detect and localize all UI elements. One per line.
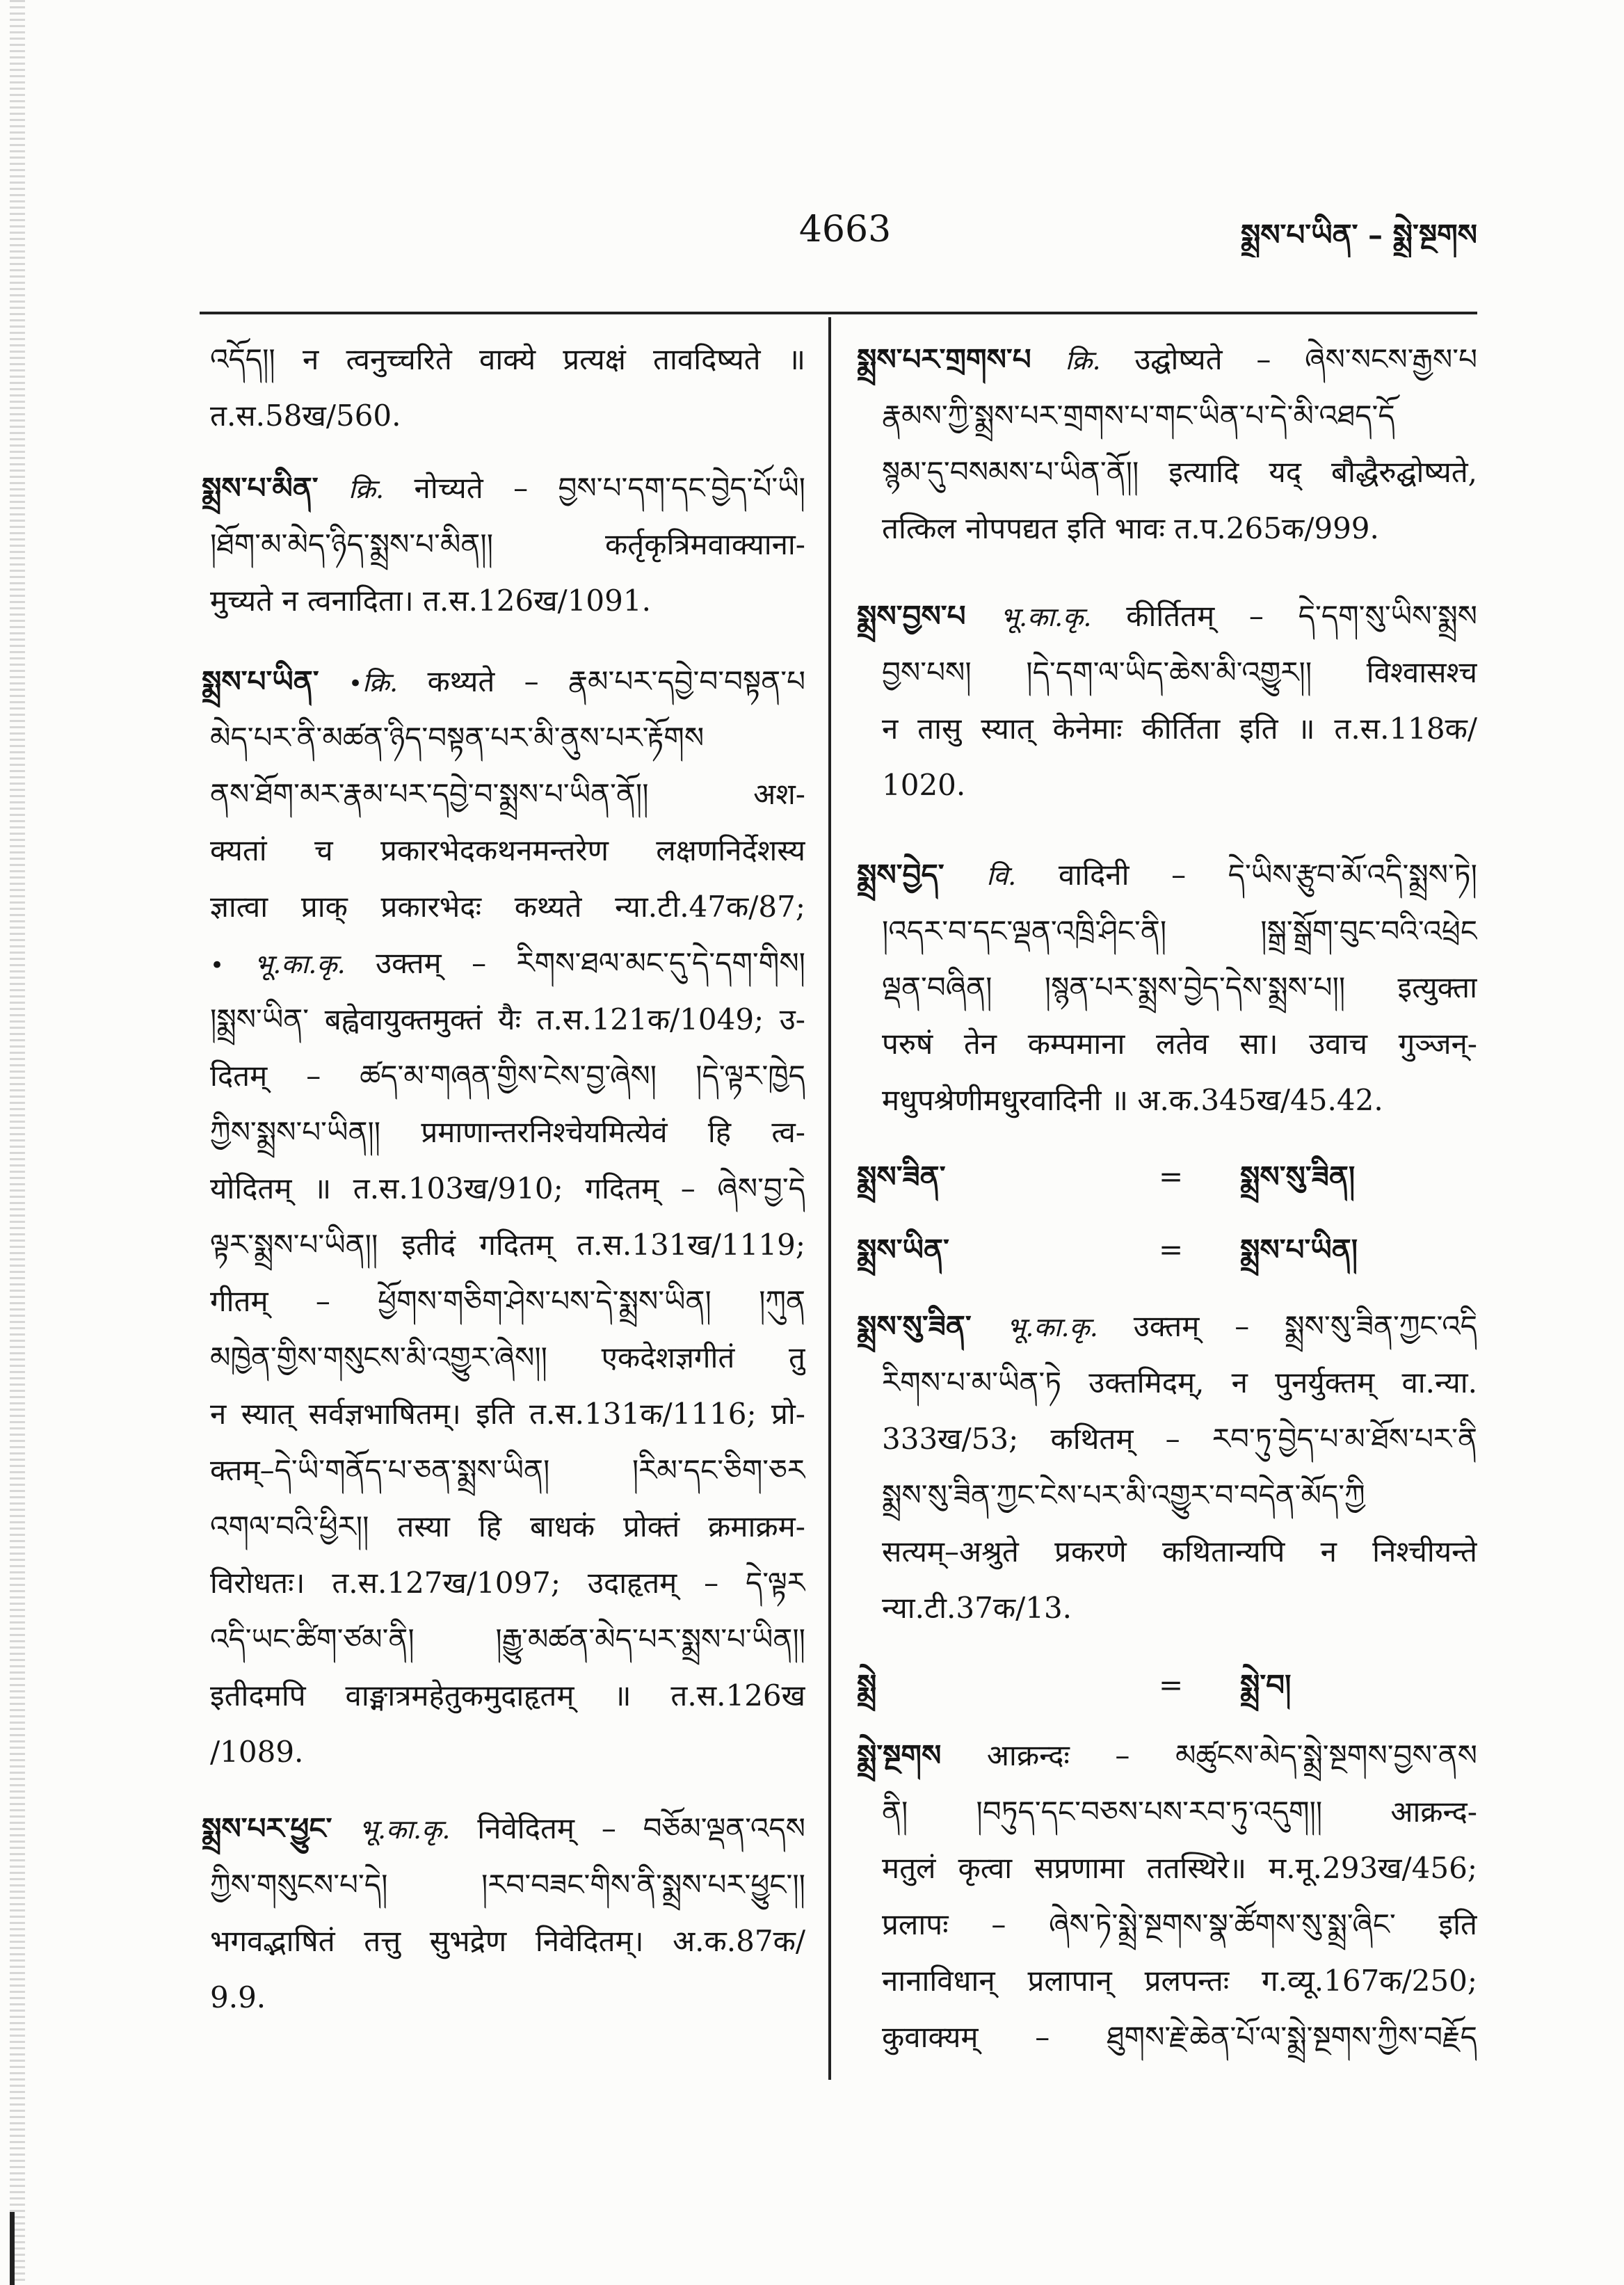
right-column <box>857 331 1477 2065</box>
cross-reference-target: སྨྲས་པ་ཡིན། <box>1240 1233 1358 1267</box>
entry-line: मतुलं कृत्वा सप्रणामा ततस्थिरे॥ म.मू.293ख/456; <box>882 1851 1477 1885</box>
entry-line: गीतम् – ཕྱོགས་གཅིག་ཤེས་པས་དེ་སྨྲས་ཡིན། །ཀུན <box>210 1284 805 1318</box>
headword: སྨྲས་བྱས་པ <box>857 599 966 633</box>
part-of-speech: भू.का.कृ. <box>1000 602 1092 632</box>
entry-text: वादिनी – དེ་ཡིས་རྩུབ་མོ་འདི་སྨྲས་ཏེ། <box>1058 858 1477 892</box>
equals-sign: = <box>1159 1233 1184 1267</box>
entry-line: विरोधतः। त.स.127ख/1097; उदाहृतम् – དེ་ལྟར <box>210 1566 805 1600</box>
sense-first-line <box>202 935 805 991</box>
left-column <box>202 331 805 2026</box>
entry-line: क्तम्–དེ་ཡི་གནོད་པ་ཅན་སྨྲས་ཡིན། །རིམ་དང་ཅིག་ཅར <box>210 1453 805 1487</box>
part-of-speech: भू.का.कृ. <box>1006 1312 1098 1342</box>
headword: སྨྲས་ཡིན་ <box>857 1233 949 1267</box>
entry-line: །སྨྲས་ཡིན་ बह्वेवायुक्तमुक्तं यैः त.स.121क/1049; उ- <box>210 1002 805 1036</box>
entry-line: न तासु स्यात् केनेमाः कीर्तिता इति ॥ त.स.118क/ <box>882 712 1477 746</box>
entry-first-line <box>857 1727 1477 1783</box>
entry-first-line <box>857 588 1477 644</box>
entry-first-line <box>857 1298 1477 1354</box>
entry-text: उक्तम् – རིགས་ཐལ་མང་དུ་དེ་དག་གིས། <box>376 946 805 980</box>
entry-line: योदितम् ॥ त.स.103ख/910; गदितम् – ཞེས་བྱ་དེ <box>210 1171 805 1205</box>
entry-first-line <box>202 653 805 709</box>
column-divider <box>828 317 831 2080</box>
headword: སྨྲས་པ་ཡིན་ <box>202 664 319 698</box>
entry-line: སྨྲས་སུ་ཟིན་ཀྱང་ངེས་པར་མི་འགྱུར་བ་བདེན་མོད་ཀྱི <box>882 1478 1365 1512</box>
entry-line: दितम् – ཚད་མ་གཞན་གྱིས་ངེས་བྱ་ཞེས། །དེ་ལྟར་ཁྱེད <box>210 1059 805 1093</box>
scan-edge-artifact <box>10 0 25 2285</box>
header-rule <box>200 312 1477 314</box>
entry-first-line <box>857 847 1477 903</box>
entry-first-line <box>202 460 805 516</box>
entry-line: सत्यम्–अश्रुते प्रकरणे कथितान्यपि न निश्चीयन्ते <box>882 1534 1477 1569</box>
entry-text: उद्घोष्यते – ཞེས་སངས་རྒྱས་པ <box>1134 342 1477 376</box>
running-head: སྨྲས་པ་ཡིན་ – སྨྲེ་སྔགས <box>1240 218 1477 252</box>
carryover-line: འདོད།། न त्वनुच्चरिते वाक्ये प्रत्यक्षं तावदिष्यते ॥ <box>210 342 805 376</box>
sense-bullet: • <box>210 952 225 979</box>
entry-line: ज्ञात्वा प्राक् प्रकारभेदः कथ्यते न्या.टी.47क/87; <box>210 890 805 924</box>
headword: སྨྲས་སུ་ཟིན་ <box>857 1309 972 1343</box>
page-number: 4663 <box>798 209 892 250</box>
entry-line: नानाविधान् प्रलापान् प्रलपन्तः ग.व्यू.167क/250; <box>882 1964 1477 1998</box>
cross-reference-line <box>857 1148 1477 1205</box>
entry-line: འདི་ཡང་ཚིག་ཙམ་ནི། །རྒྱུ་མཚན་མེད་པར་སྨྲས་པ་ཡིན།། <box>210 1622 805 1656</box>
entry-line: ནི། །བཏུད་དང་བཅས་པས་རབ་ཏུ་འདུག།། आक्रन्द- <box>882 1795 1477 1829</box>
entry-line: न्या.टी.37क/13. <box>882 1591 1072 1625</box>
cross-reference-target: སྨྲེ་བ། <box>1240 1668 1292 1702</box>
entry-line: न स्यात् सर्वज्ञभाषितम्। इति त.स.131क/1116; प्रो- <box>210 1397 805 1431</box>
headword: སྨྲེ <box>857 1668 877 1702</box>
entry-line: མཁྱེན་གྱིས་གསུངས་མི་འགྱུར་ཞེས།། एकदेशज्ञगीतं तु <box>210 1340 805 1374</box>
entry-line: །ཐོག་མ་མེད་ཉིད་སྨྲས་པ་མིན།། कर्तृकृत्रिमवाक्याना- <box>210 527 805 561</box>
cross-reference-line <box>857 1221 1477 1278</box>
headword: སྨྲས་པར་ཕྱུང་ <box>202 1811 332 1845</box>
entry-first-line <box>857 331 1477 387</box>
entry-line: །འདར་བ་དང་ལྡན་འཁྲི་ཤིང་ནི། །སྒྲ་སྒྲོག་བུང་བའི་འཕྲེང <box>882 914 1477 948</box>
entry-line: प्रलापः – ཞེས་ཏེ་སྨྲེ་སྔགས་སྣ་ཚོགས་སུ་སྨྲ་ཞིང་ इति <box>882 1907 1477 1941</box>
entry-first-line <box>202 1800 805 1857</box>
headword: སྨྲས་བྱེད་ <box>857 858 944 892</box>
entry-line: རྣམས་ཀྱི་སྨྲས་པར་གྲགས་པ་གང་ཡིན་པ་དེ་མི་འཐད་དོ <box>882 399 1395 433</box>
equals-sign: = <box>1159 1160 1184 1194</box>
cross-reference-line <box>857 1657 1477 1713</box>
entry-line: བྱས་པས། །དེ་དག་ལ་ཡིད་ཆེས་མི་འགྱུར།། विश्वासश्च <box>882 655 1477 689</box>
entry-line: འགལ་བའི་ཕྱིར།། तस्या हि बाधकं प्रोक्तं क्रमाक्रम- <box>210 1509 805 1544</box>
part-of-speech: क्रि. <box>348 474 385 504</box>
entry-text: कीर्तितम् – དེ་དག་སུ་ཡིས་སྨྲས <box>1126 599 1477 633</box>
entry-line: क्यतां च प्रकारभेदकथनमन्तरेण लक्षणनिर्देशस्य <box>210 833 805 867</box>
entry-line: मुच्यते न त्वनादिता। त.स.126ख/1091. <box>210 584 651 618</box>
entry-line: इतीदमपि वाङ्मात्रमहेतुकमुदाहृतम् ॥ त.स.126ख <box>210 1678 805 1713</box>
part-of-speech: क्रि. <box>362 667 399 698</box>
scan-edge-mark <box>10 2212 15 2285</box>
entry-line: ལྟར་སྨྲས་པ་ཡིན།། इतीदं गदितम् त.स.131ख/1119; <box>210 1228 805 1262</box>
entry-line: 1020. <box>882 768 966 802</box>
entry-line: भगवद्भाषितं तत्तु सुभद्रेण निवेदितम्। अ.क.87क/ <box>210 1924 805 1958</box>
entry-line: परुषं तेन कम्पमाना लतेव सा। उवाच गुञ्जन्- <box>882 1027 1477 1061</box>
entry-text: नोच्यते – བྱས་པ་དག་དང་བྱེད་པོ་ཡི། <box>414 471 805 505</box>
entry-line: मधुपश्रेणीमधुरवादिनी ॥ अ.क.345ख/45.42. <box>882 1083 1383 1117</box>
entry-text: उक्तम् – སྨྲས་སུ་ཟིན་ཀྱང་འདི <box>1133 1309 1477 1343</box>
entry-line: རིགས་པ་མ་ཡིན་ཏེ उक्तमिदम्, न पुनर्युक्तम् वा.न्या. <box>882 1365 1477 1400</box>
entry-line: ཀྱིས་སྨྲས་པ་ཡིན།། प्रमाणान्तरनिश्चेयमित्येवं हि त्व- <box>210 1115 805 1149</box>
carryover-line: त.स.58ख/560. <box>210 399 401 433</box>
entry-line: तत्किल नोपपद्यत इति भावः त.प.265क/999. <box>882 511 1379 545</box>
entry-line: 333ख/53; कथितम् – རབ་ཏུ་བྱེད་པ་མ་ཐོས་པར་ནི <box>882 1422 1477 1456</box>
entry-line: ཀྱིས་གསུངས་པ་དེ། །རབ་བཟང་གིས་ནི་སྨྲས་པར་ཕྱུང་།། <box>210 1868 805 1902</box>
entry-line: 9.9. <box>210 1980 266 2014</box>
entry-line: /1089. <box>210 1735 304 1769</box>
entry-text: निवेदितम् – བཅོམ་ལྡན་འདས <box>477 1811 805 1845</box>
entry-text: आक्रन्दः – མཚུངས་མེད་སྨྲེ་སྔགས་བྱས་ནས <box>986 1738 1477 1772</box>
equals-sign: = <box>1159 1668 1184 1702</box>
entry-line: སྙམ་དུ་བསམས་པ་ཡིན་ནོ།། इत्यादि यद् बौद्धैरुद्घोष्यते, <box>882 455 1477 489</box>
part-of-speech: क्रि. <box>1065 345 1101 376</box>
entry-line: ནས་ཐོག་མར་རྣམ་པར་དབྱེ་བ་སྨྲས་པ་ཡིན་ནོ།། अश- <box>210 777 805 811</box>
part-of-speech: भू.का.कृ. <box>254 949 346 979</box>
entry-line: ལྡན་བཞིན། །སྙན་པར་སྨྲས་བྱེད་དེས་སྨྲས་པ།། इत्युक्ता <box>882 970 1477 1004</box>
headword: སྨྲས་ཟིན་ <box>857 1160 946 1194</box>
headword: སྨྲེ་སྔགས <box>857 1738 942 1772</box>
headword: སྨྲས་པར་གྲགས་པ <box>857 342 1031 376</box>
entry-line: མེད་པར་ནི་མཚན་ཉིད་བསྟན་པར་མི་ནུས་པར་རྟོགས <box>210 721 705 755</box>
headword: སྨྲས་པ་མིན་ <box>202 471 319 505</box>
cross-reference-target: སྨྲས་སུ་ཟིན། <box>1240 1160 1356 1194</box>
entry-line: कुवाक्यम् – ཐུགས་རྗེ་ཆེན་པོ་ལ་སྨྲེ་སྔགས་ཀྱིས་བརྗོད <box>882 2020 1477 2054</box>
part-of-speech: वि. <box>986 860 1017 891</box>
part-of-speech: भू.का.कृ. <box>359 1814 451 1845</box>
sense-bullet: • <box>348 670 362 698</box>
entry-text: कथ्यते – རྣམ་པར་དབྱེ་བ་བསྟན་པ <box>427 664 805 698</box>
